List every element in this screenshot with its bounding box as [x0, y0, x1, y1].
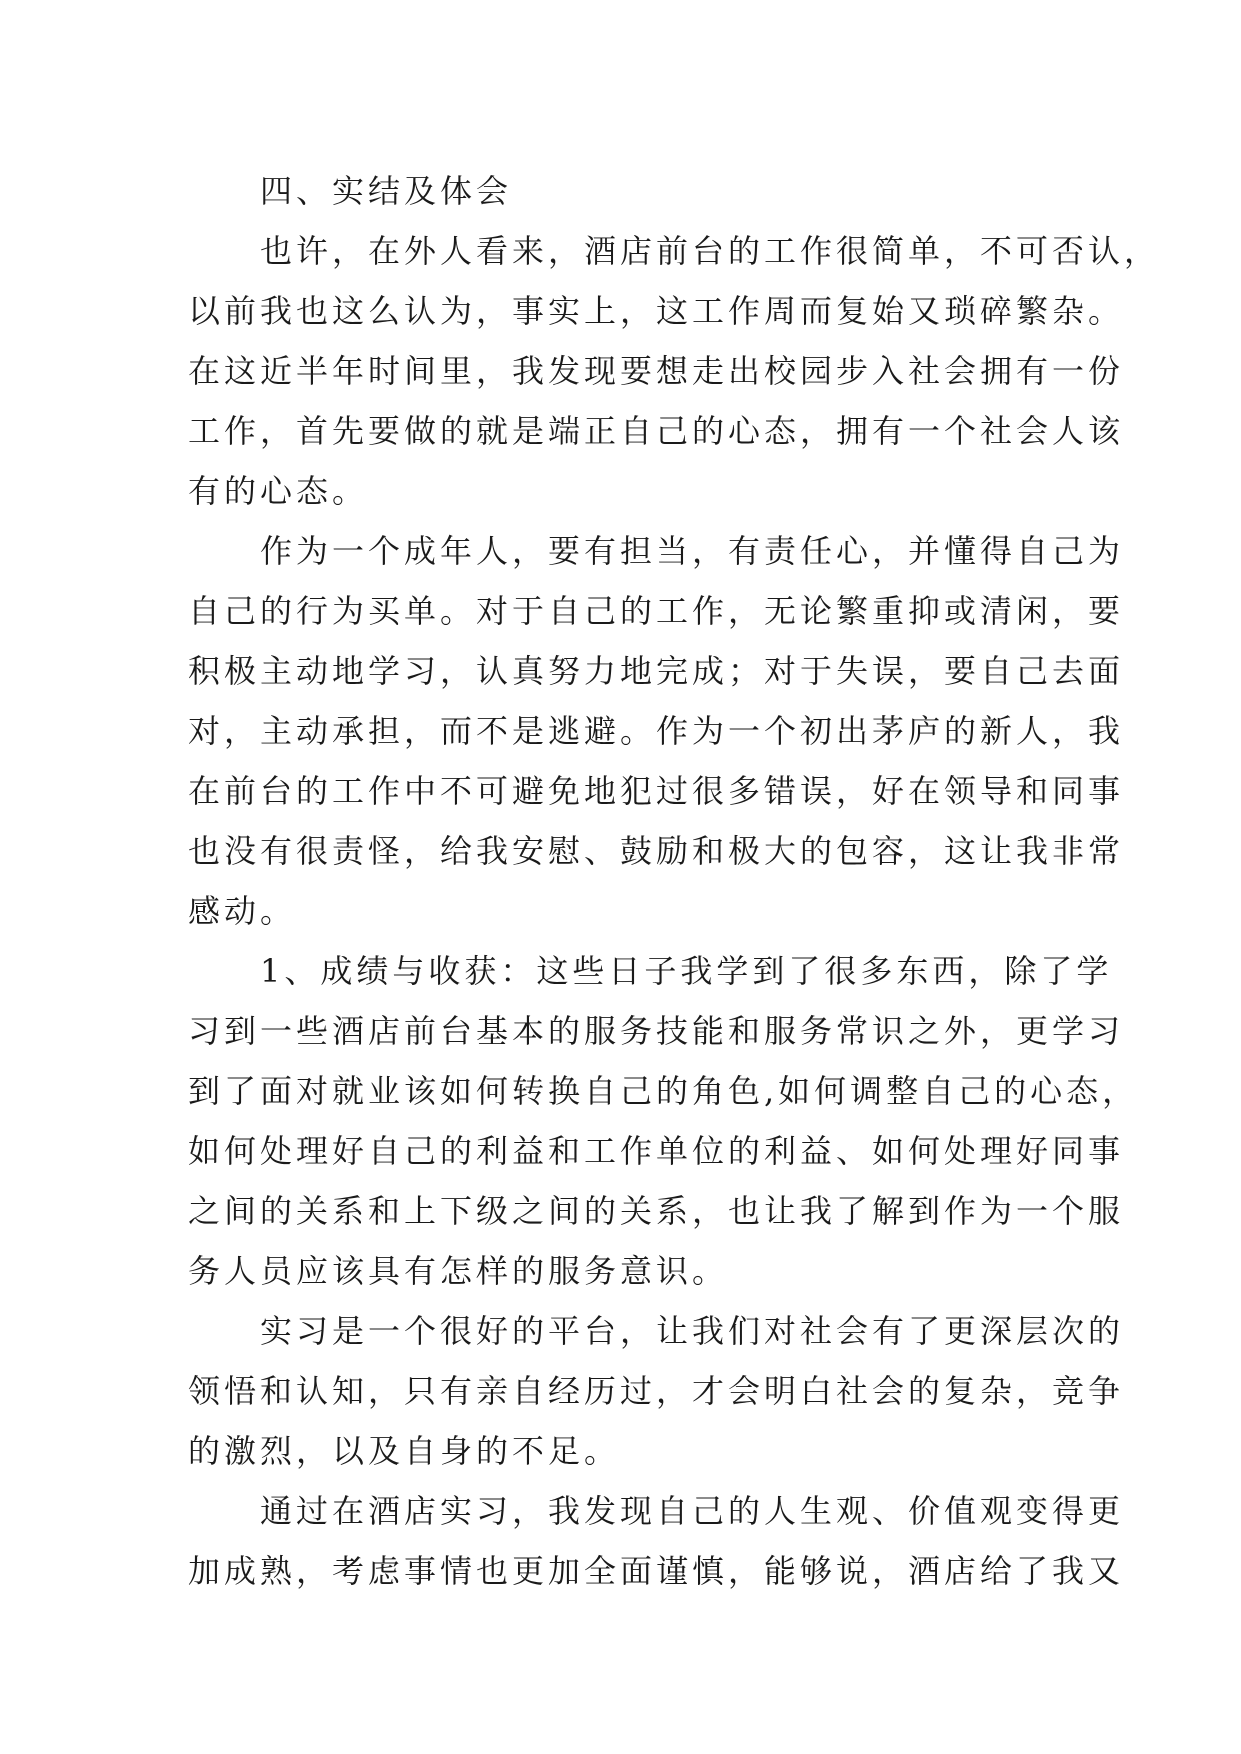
paragraph-line: 对，主动承担，而不是逃避。作为一个初出茅庐的新人，我 [188, 712, 1125, 750]
paragraph-line: 自己的行为买单。对于自己的工作，无论繁重抑或清闲，要 [188, 592, 1125, 630]
paragraph-line: 作为一个成年人，要有担当，有责任心，并懂得自己为 [188, 532, 1125, 570]
paragraph-line: 有的心态。 [188, 472, 369, 510]
paragraph-line: 1、成绩与收获：这些日子我学到了很多东西，除了学 [188, 952, 1113, 990]
document-body [188, 161, 1161, 1601]
paragraph-line: 之间的关系和上下级之间的关系，也让我了解到作为一个服 [188, 1192, 1125, 1230]
paragraph-line: 到了面对就业该如何转换自己的角色,如何调整自己的心态， [188, 1072, 1139, 1110]
paragraph-line: 感动。 [188, 892, 297, 930]
paragraph-line: 加成熟，考虑事情也更加全面谨慎，能够说，酒店给了我又 [188, 1552, 1125, 1590]
paragraph-line: 实习是一个很好的平台，让我们对社会有了更深层次的 [188, 1312, 1125, 1350]
paragraph-line: 在这近半年时间里，我发现要想走出校园步入社会拥有一份 [188, 352, 1125, 390]
paragraph-line: 积极主动地学习，认真努力地完成；对于失误，要自己去面 [188, 652, 1125, 690]
paragraph-line: 领悟和认知，只有亲自经历过，才会明白社会的复杂，竞争 [188, 1372, 1125, 1410]
paragraph-line: 通过在酒店实习，我发现自己的人生观、价值观变得更 [188, 1492, 1125, 1530]
paragraph-line: 在前台的工作中不可避免地犯过很多错误，好在领导和同事 [188, 772, 1125, 810]
paragraph-line: 也没有很责怪，给我安慰、鼓励和极大的包容，这让我非常 [188, 832, 1125, 870]
paragraph-line: 工作，首先要做的就是端正自己的心态，拥有一个社会人该 [188, 412, 1125, 450]
paragraph-line: 也许，在外人看来，酒店前台的工作很简单，不可否认， [188, 232, 1161, 270]
paragraph-line: 以前我也这么认为，事实上，这工作周而复始又琐碎繁杂。 [188, 292, 1125, 330]
paragraph-line: 务人员应该具有怎样的服务意识。 [188, 1252, 729, 1290]
paragraph-line: 习到一些酒店前台基本的服务技能和服务常识之外，更学习 [188, 1012, 1125, 1050]
paragraph-line: 的激烈，以及自身的不足。 [188, 1432, 621, 1470]
paragraph-line: 如何处理好自己的利益和工作单位的利益、如何处理好同事 [188, 1132, 1125, 1170]
section-heading: 四、实结及体会 [188, 172, 513, 210]
